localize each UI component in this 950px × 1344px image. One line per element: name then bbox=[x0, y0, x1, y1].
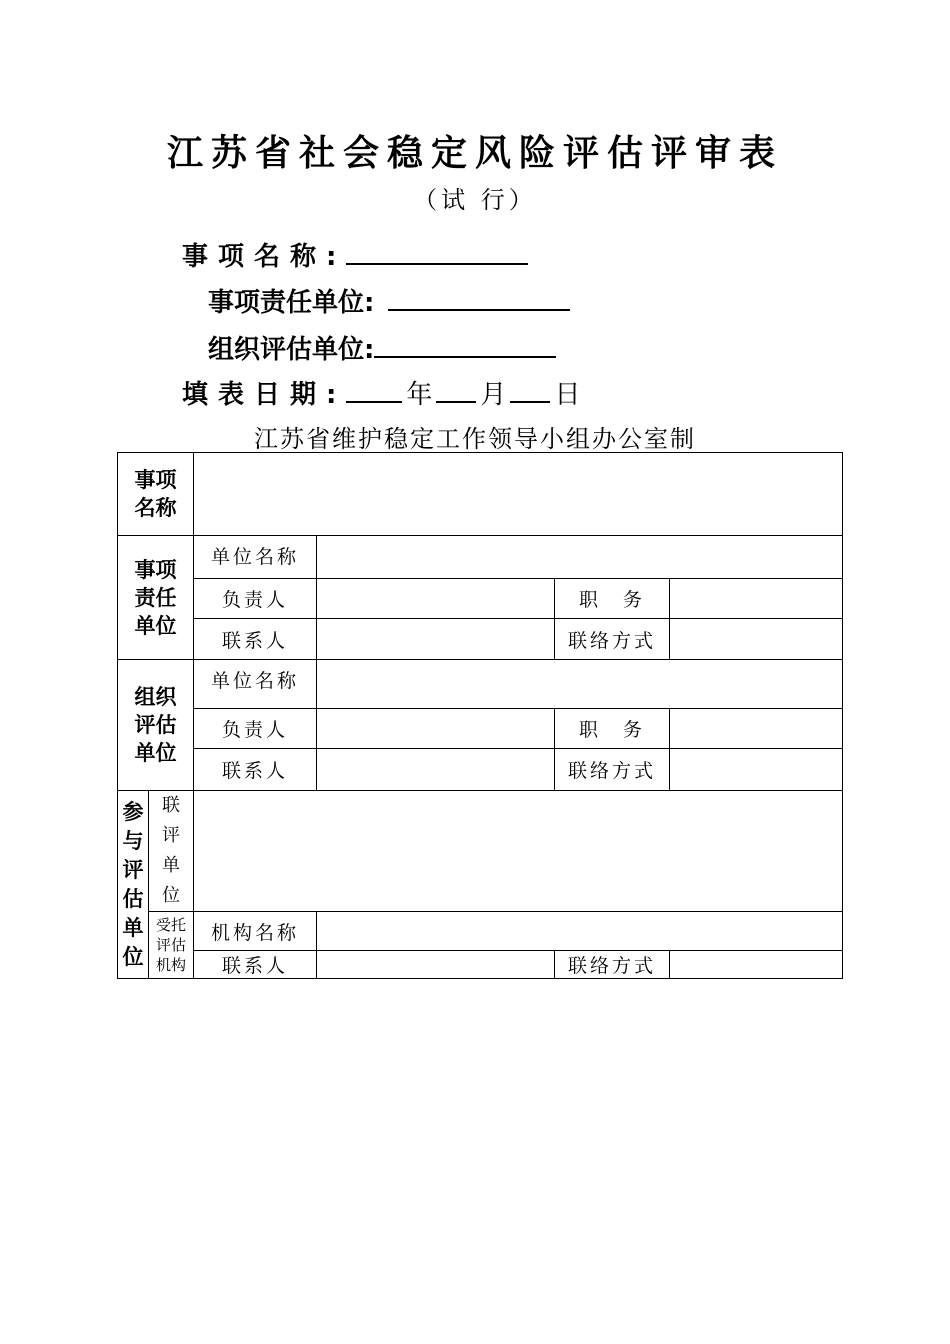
agency-name-label: 机构名称 bbox=[194, 912, 317, 951]
responsible-unit-row bbox=[208, 282, 570, 319]
page-subtitle: （试 行） bbox=[413, 186, 537, 214]
organizing-unit-name-label: 单位名称 bbox=[194, 660, 317, 709]
day-label: 日 bbox=[554, 380, 581, 410]
responsible-unit-position-label: 职 务 bbox=[555, 579, 670, 619]
item-name-row bbox=[182, 236, 528, 273]
organizing-unit-position-label: 职 务 bbox=[555, 709, 670, 749]
evaluation-form-table bbox=[117, 452, 843, 979]
joint-review-unit-value[interactable] bbox=[194, 791, 843, 912]
day-blank[interactable] bbox=[510, 377, 550, 403]
responsible-unit-contact-value[interactable] bbox=[317, 619, 555, 660]
item-name-label: 事项名称: bbox=[182, 242, 347, 272]
organizing-unit-name-value[interactable] bbox=[317, 660, 843, 709]
month-blank[interactable] bbox=[436, 377, 476, 403]
organizing-unit-header: 组织评估单位 bbox=[118, 660, 194, 791]
agency-name-value[interactable] bbox=[317, 912, 843, 951]
organizing-unit-method-value[interactable] bbox=[670, 749, 843, 791]
page-title: 江苏省社会稳定风险评估评审表 bbox=[166, 132, 783, 174]
organizing-unit-contact-value[interactable] bbox=[317, 749, 555, 791]
organizing-unit-person-value[interactable] bbox=[317, 709, 555, 749]
responsible-unit-name-label: 单位名称 bbox=[194, 536, 317, 579]
participating-unit-header: 参与评估单位 bbox=[118, 791, 149, 979]
responsible-unit-name-value[interactable] bbox=[317, 536, 843, 579]
responsible-unit-method-label: 联络方式 bbox=[555, 619, 670, 660]
year-blank[interactable] bbox=[346, 377, 402, 403]
agency-method-value[interactable] bbox=[670, 951, 843, 979]
responsible-unit-method-value[interactable] bbox=[670, 619, 843, 660]
fill-date-label: 填表日期: bbox=[182, 380, 347, 410]
organizing-unit-method-label: 联络方式 bbox=[555, 749, 670, 791]
organizing-unit-label: 组织评估单位: bbox=[208, 335, 375, 365]
year-label: 年 bbox=[406, 380, 433, 410]
item-name-value[interactable] bbox=[194, 453, 843, 536]
item-name-blank[interactable] bbox=[346, 239, 528, 265]
organizing-unit-person-label: 负责人 bbox=[194, 709, 317, 749]
responsible-unit-position-value[interactable] bbox=[670, 579, 843, 619]
agency-contact-label: 联系人 bbox=[194, 951, 317, 979]
joint-review-unit-header: 联评单位 bbox=[149, 791, 194, 912]
responsible-unit-header: 事项责任单位 bbox=[118, 536, 194, 660]
organizing-unit-position-value[interactable] bbox=[670, 709, 843, 749]
responsible-unit-label: 事项责任单位: bbox=[208, 288, 375, 318]
responsible-unit-person-label: 负责人 bbox=[194, 579, 317, 619]
item-name-header: 事项名称 bbox=[118, 453, 194, 536]
organizing-unit-contact-label: 联系人 bbox=[194, 749, 317, 791]
responsible-unit-contact-label: 联系人 bbox=[194, 619, 317, 660]
entrusted-agency-header: 受托评估机构 bbox=[149, 912, 194, 979]
organizing-unit-row bbox=[208, 329, 556, 366]
responsible-unit-blank[interactable] bbox=[388, 285, 570, 311]
organizing-unit-blank[interactable] bbox=[374, 332, 556, 358]
issuing-office: 江苏省维护稳定工作领导小组办公室制 bbox=[254, 425, 696, 453]
agency-method-label: 联络方式 bbox=[555, 951, 670, 979]
month-label: 月 bbox=[480, 380, 507, 410]
responsible-unit-person-value[interactable] bbox=[317, 579, 555, 619]
fill-date-row bbox=[182, 374, 584, 411]
agency-contact-value[interactable] bbox=[317, 951, 555, 979]
